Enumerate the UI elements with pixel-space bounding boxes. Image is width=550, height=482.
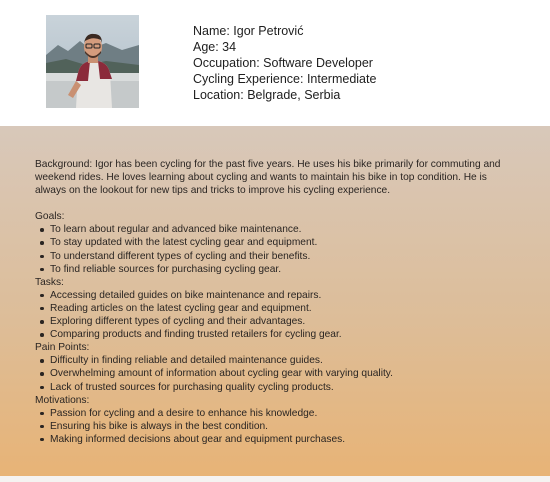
list-item: Ensuring his bike is always in the best condition. xyxy=(50,420,505,433)
profile-name: Name: Igor Petrović xyxy=(193,24,304,38)
list-item: To learn about regular and advanced bike maintenance. xyxy=(50,223,505,236)
list-item: Exploring different types of cycling and their advantages. xyxy=(50,315,505,328)
profile-header xyxy=(0,0,550,126)
profile-photo xyxy=(46,15,139,108)
list-item: Passion for cycling and a desire to enhance his knowledge. xyxy=(50,407,505,420)
tasks-list xyxy=(35,289,505,341)
tasks-title: Tasks: xyxy=(35,276,64,288)
profile-location: Location: Belgrade, Serbia xyxy=(193,88,341,102)
profile-age: Age: 34 xyxy=(193,40,237,54)
list-item: To stay updated with the latest cycling gear and equipment. xyxy=(50,236,505,249)
persona-details-panel xyxy=(0,126,550,482)
background-text: Background: Igor has been cycling for the past five years. He uses his bike primarily for commuting and weekend rides. He loves learning about cycling and wants to maintain his bike in top condition. He is always on the lookout for new tips and tricks to improve his cycling experience. xyxy=(35,159,501,197)
profile-experience: Cycling Experience: Intermediate xyxy=(193,72,377,86)
persona-details xyxy=(35,158,505,446)
list-item: Comparing products and finding trusted retailers for cycling gear. xyxy=(50,328,505,341)
goals-title: Goals: xyxy=(35,211,65,223)
list-item: Making informed decisions about gear and equipment purchases. xyxy=(50,433,505,446)
motivations-list xyxy=(35,407,505,446)
list-item: To understand different types of cycling and their benefits. xyxy=(50,250,505,263)
pain-points-list xyxy=(35,354,505,393)
list-item: Overwhelming amount of information about cycling gear with varying quality. xyxy=(50,367,505,380)
bottom-divider xyxy=(0,476,550,482)
motivations-title: Motivations: xyxy=(35,394,90,406)
profile-info xyxy=(193,23,376,103)
list-item: Reading articles on the latest cycling gear and equipment. xyxy=(50,302,505,315)
goals-list xyxy=(35,223,505,275)
list-item: Accessing detailed guides on bike maintenance and repairs. xyxy=(50,289,505,302)
list-item: To find reliable sources for purchasing cycling gear. xyxy=(50,263,505,276)
list-item: Difficulty in finding reliable and detailed maintenance guides. xyxy=(50,354,505,367)
profile-occupation: Occupation: Software Developer xyxy=(193,56,373,70)
list-item: Lack of trusted sources for purchasing quality cycling products. xyxy=(50,381,505,394)
pain-points-title: Pain Points: xyxy=(35,342,90,354)
